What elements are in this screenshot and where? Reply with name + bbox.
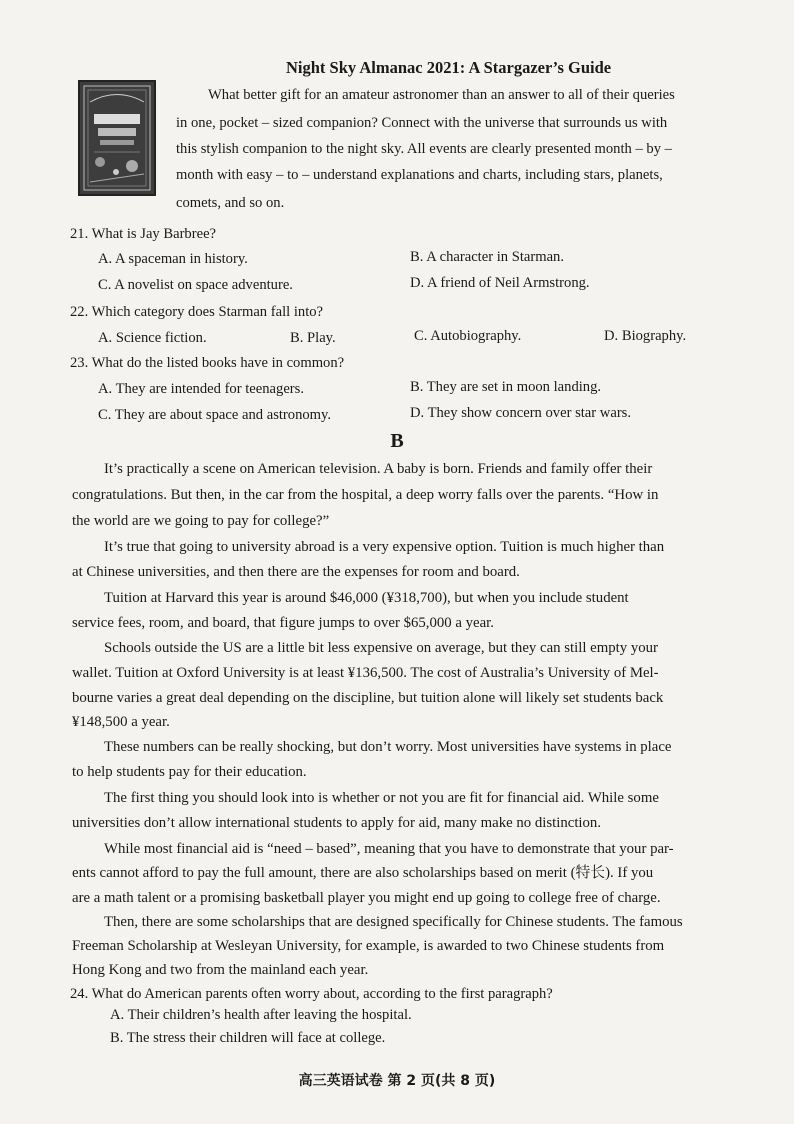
question-22-stem: 22. Which category does Starman fall into? [70, 304, 324, 320]
question-23-stem: 23. What do the listed books have in common? [70, 355, 345, 371]
almanac-line-5: comets, and so on. [176, 195, 285, 211]
passage-line: Tuition at Harvard this year is around $46,000 (¥318,700), but when you include student [104, 590, 629, 606]
book-cover-art-icon [80, 82, 154, 194]
question-24-stem: 24. What do American parents often worry about, according to the first paragraph? [70, 986, 553, 1002]
passage-line: are a math talent or a promising basketball player you might end up going to college free of charge. [72, 890, 661, 906]
passage-line: The first thing you should look into is whether or not you are fit for financial aid. While some [104, 790, 659, 806]
book-cover-image [78, 80, 156, 196]
passage-line: It’s true that going to university abroad is a very expensive option. Tuition is much higher than [104, 539, 665, 555]
passage-line: ents cannot afford to pay the full amount, there are also scholarships based on merit (特长). If you [72, 865, 654, 881]
question-23-option-b: B. They are set in moon landing. [410, 379, 602, 395]
passage-line: Schools outside the US are a little bit less expensive on average, but they can still empty your [104, 640, 658, 656]
passage-line: While most financial aid is “need – based”, meaning that you have to demonstrate that your par- [104, 841, 674, 857]
question-23-option-c: C. They are about space and astronomy. [98, 407, 332, 423]
passage-line: universities don’t allow international students to apply for aid, many make no distinction. [72, 815, 602, 831]
passage-line: at Chinese universities, and then there are the expenses for room and board. [72, 564, 520, 580]
passage-line: It’s practically a scene on American television. A baby is born. Friends and family offer their [104, 461, 653, 477]
passage-line: bourne varies a great deal depending on the discipline, but tuition alone will likely set students back [72, 690, 664, 706]
question-24-option-b: B. The stress their children will face at college. [110, 1030, 386, 1046]
question-21-option-d: D. A friend of Neil Armstrong. [410, 275, 590, 291]
passage-line: These numbers can be really shocking, but don’t worry. Most universities have systems in place [104, 739, 672, 755]
question-22-option-b: B. Play. [290, 330, 336, 346]
question-21-option-b: B. A character in Starman. [410, 249, 564, 265]
passage-line: the world are we going to pay for college?” [72, 513, 330, 529]
section-b-heading: B [390, 430, 404, 452]
question-21-stem: 21. What is Jay Barbree? [70, 226, 217, 242]
question-22-option-a: A. Science fiction. [98, 330, 207, 346]
passage-line: Freeman Scholarship at Wesleyan University, for example, is awarded to two Chinese students from [72, 938, 665, 954]
passage-line: Hong Kong and two from the mainland each year. [72, 962, 369, 978]
almanac-title: Night Sky Almanac 2021: A Stargazer’s Guide [286, 58, 612, 77]
passage-line: service fees, room, and board, that figure jumps to over $65,000 a year. [72, 615, 494, 631]
passage-line: wallet. Tuition at Oxford University is at least ¥136,500. The cost of Australia’s University of Mel- [72, 665, 659, 681]
question-22-option-d: D. Biography. [604, 328, 687, 344]
almanac-line-1: What better gift for an amateur astronomer than an answer to all of their queries [208, 87, 675, 103]
question-23-option-d: D. They show concern over star wars. [410, 405, 632, 421]
question-21-option-c: C. A novelist on space adventure. [98, 277, 293, 293]
almanac-line-2: in one, pocket – sized companion? Connect with the universe that surrounds us with [176, 115, 668, 131]
passage-line: to help students pay for their education. [72, 764, 307, 780]
almanac-line-3: this stylish companion to the night sky. All events are clearly presented month – by – [176, 141, 672, 157]
almanac-line-4: month with easy – to – understand explanations and charts, including stars, planets, [176, 167, 663, 183]
question-24-option-a: A. Their children’s health after leaving the hospital. [110, 1007, 412, 1023]
page-footer: 高三英语试卷 第 2 页(共 8 页) [298, 1073, 496, 1089]
question-22-option-c: C. Autobiography. [414, 328, 522, 344]
question-23-option-a: A. They are intended for teenagers. [98, 381, 304, 397]
question-21-option-a: A. A spaceman in history. [98, 251, 248, 267]
passage-line: congratulations. But then, in the car from the hospital, a deep worry falls over the parents. “How in [72, 487, 659, 503]
passage-line: Then, there are some scholarships that are designed specifically for Chinese students. The famous [104, 914, 683, 930]
passage-line: ¥148,500 a year. [72, 714, 170, 730]
